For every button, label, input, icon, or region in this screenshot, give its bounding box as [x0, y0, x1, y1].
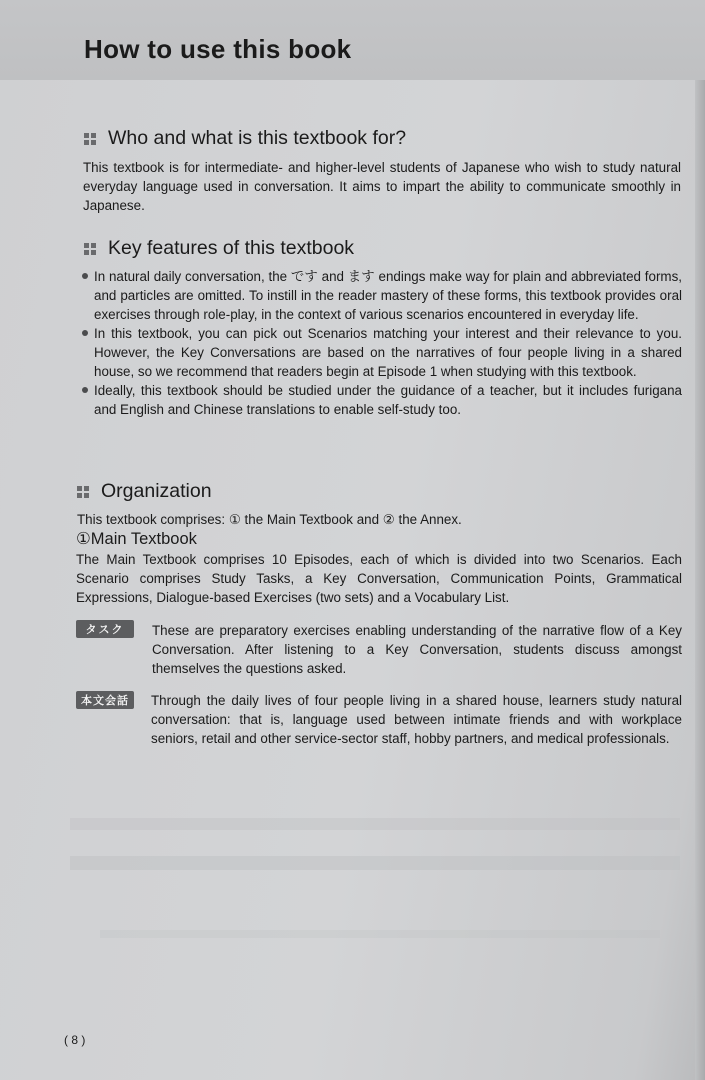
bullet-dot-icon: [82, 330, 88, 336]
page-edge-shadow: [695, 0, 705, 1080]
organization-intro: This textbook comprises: ① the Main Textbook and ② the Annex.: [77, 512, 462, 527]
square-grid-icon: [84, 133, 96, 145]
list-item-text: In natural daily conversation, the です and ます endings make way for plain and abbreviated forms, and particles are omitted. To instill in the reader mastery of these forms, this textbook provides oral exercises through role-play, in the context of various scenarios encountered in everyday life.: [94, 269, 682, 322]
task-description: These are preparatory exercises enabling understanding of the narrative flow of a Key Conversation. After listening to a Key Conversation, students discuss amongst themselves the questions asked.: [152, 623, 682, 676]
key-conversation-badge: 本文会話: [76, 691, 134, 709]
bullet-dot-icon: [82, 387, 88, 393]
page-title: How to use this book: [84, 34, 352, 64]
main-textbook-subheading: ①Main Textbook: [76, 530, 197, 548]
page-number: ( 8 ): [64, 1033, 86, 1047]
list-item: [82, 381, 682, 419]
main-textbook-body: The Main Textbook comprises 10 Episodes, each of which is divided into two Scenarios. Each Scenario comprises Study Tasks, a Key Conversation, Communication Points, Grammatical Expressions, Dialogue-based Exercises (two sets) and a Vocabulary List.: [76, 552, 682, 605]
list-item-text: Ideally, this textbook should be studied under the guidance of a teacher, but it includes furigana and English and Chinese translations to enable self-study too.: [94, 383, 682, 417]
show-through-mark: [100, 930, 660, 938]
section-heading-features: [84, 237, 354, 260]
bullet-dot-icon: [82, 273, 88, 279]
list-item: [82, 324, 682, 381]
section-who-body: This textbook is for intermediate- and higher-level students of Japanese who wish to study natural everyday language used in conversation. It aims to impart the ability to communicate smoothly in Japanese.: [83, 160, 681, 213]
section-heading-organization: [77, 480, 212, 503]
square-grid-icon: [77, 486, 89, 498]
section-heading-who-text: Who and what is this textbook for?: [108, 127, 407, 149]
list-item: [82, 267, 682, 324]
list-item-text: In this textbook, you can pick out Scenarios matching your interest and their relevance to you. However, the Key Conversations are based on the narratives of four people living in a shared house, so we recommend that readers begin at Episode 1 when studying with this textbook.: [94, 326, 682, 379]
section-heading-who: [84, 127, 406, 150]
section-heading-features-text: Key features of this textbook: [108, 237, 355, 259]
key-conversation-description: Through the daily lives of four people living in a shared house, learners study natural conversation: that is, language used between intimate friends and with workplace seniors, retail and other service-sector staff, hobby partners, and medical professionals.: [151, 693, 682, 746]
features-list: [82, 267, 682, 419]
show-through-mark: [70, 856, 680, 870]
section-heading-organization-text: Organization: [101, 480, 212, 502]
task-badge: タスク: [76, 620, 134, 638]
show-through-mark: [70, 818, 680, 830]
square-grid-icon: [84, 243, 96, 255]
